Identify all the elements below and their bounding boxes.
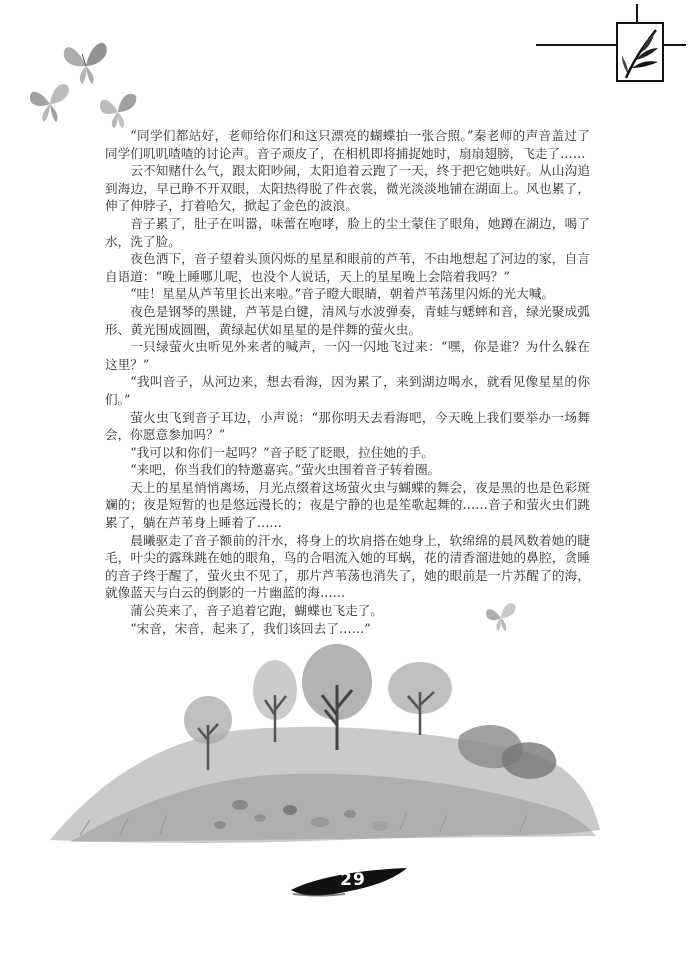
paragraph: 云不知赌什么气，跟太阳吵闹，太阳追着云跑了一天，终于把它她哄好。从山沟追到海边，早已睁不开双眼，太阳热得脱了件衣裳，微光淡淡地铺在湖面上。风也累了，伸了伸脖子，打着哈欠，掀起了金色的波浪。	[105, 163, 590, 214]
paragraph: 音子累了，肚子在叫嚣，味蕾在咆哮，脸上的尘土蒙住了眼角，她蹲在湖边，喝了水，洗了脸。	[105, 215, 590, 249]
paragraph: 天上的星星悄悄离场，月光点缀着这场萤火虫与蝴蝶的舞会，夜是黑的也是色彩斑斓的；夜是短暂的也是悠远漫长的；夜是宁静的也是笙歌起舞的……音子和萤火虫们跳累了，躺在芦苇身上睡着了……	[105, 479, 590, 531]
page-number: 29	[340, 870, 366, 890]
page-number-badge	[285, 860, 415, 910]
paragraph: “哇！星星从芦苇里长出来啦。”音子瞪大眼睛，朝着芦苇荡里闪烁的光大喊。	[130, 286, 555, 302]
paragraph: 夜色洒下，音子望着头顶闪烁的星星和眼前的芦苇，不由地想起了河边的家，自言自语道：“晚上睡哪儿呢，也没个人说话，天上的星星晚上会陪着我吗？”	[105, 251, 590, 284]
paragraph: 蒲公英来了，音子追着它跑，蝴蝶也飞走了。	[130, 603, 384, 619]
paragraph: 夜色是钢琴的黑键，芦苇是白键，清风与水波弹奏，青蛙与蟋蟀和音，绿光聚成弧形、黄光围成圆圈，黄绿起伏如星星的是伴舞的萤火虫。	[105, 303, 590, 337]
paragraph: “来吧，你当我们的特邀嘉宾。”萤火虫围着音子转着圈。	[130, 462, 441, 478]
story-text	[105, 127, 590, 637]
ink-hill-trees-illustration	[40, 630, 610, 890]
bamboo-leaf-icon	[616, 22, 664, 82]
butterfly-icon	[26, 76, 74, 126]
paragraph: 一只绿萤火虫听见外来者的喊声，一闪一闪地飞过来：“嘿，你是谁？为什么躲在这里？”	[105, 339, 590, 372]
paragraph: “我可以和你们一起吗？”音子眨了眨眼，拉住她的手。	[130, 444, 434, 460]
butterfly-icon	[96, 86, 140, 132]
paragraph: 萤火虫飞到音子耳边，小声说：“那你明天去看海吧，今天晚上我们要举办一场舞会，你愿意参加吗？”	[105, 409, 590, 443]
butterfly-icon	[484, 598, 518, 634]
paragraph: 晨曦驱走了音子额前的汗水，将身上的坎肩搭在她身上，软绵绵的晨风数着她的睫毛，叶尖的露珠跳在她的眼角，鸟的合唱流入她的耳蜗，花的清香溜进她的鼻腔，贪睡的音子终于醒了，萤火虫不见了，那片芦苇荡也消失了，她的眼前是一片苏醒了的海，就像蓝天与白云的倒影的一片幽蓝的海……	[105, 532, 590, 601]
paragraph: “宋音，宋音，起来了，我们该回去了……”	[130, 620, 371, 636]
paragraph: “我叫音子，从河边来，想去看海，因为累了，来到湖边喝水，就看见像星星的你们。”	[105, 374, 590, 407]
paragraph: “同学们都站好，老师给你们和这只漂亮的蝴蝶拍一张合照。”秦老师的声音盖过了同学们叽叽喳喳的讨论声。音子顽皮了，在相机即将捕捉她时，扇扇翅膀，飞走了……	[105, 128, 590, 161]
